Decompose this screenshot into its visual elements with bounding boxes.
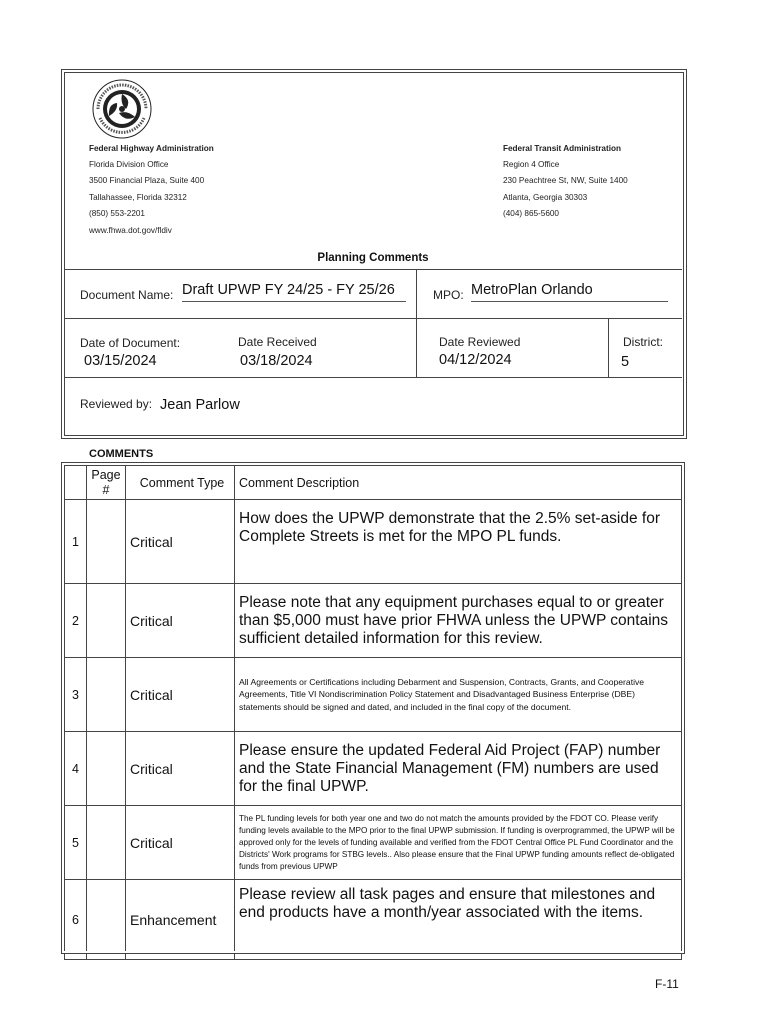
row-description[interactable]: How does the UPWP demonstrate that the 2.5% set-aside for Complete Streets is met for the MPO PL funds. <box>235 500 682 584</box>
row-number: 1 <box>65 500 87 584</box>
col-type-label: Comment Type <box>139 475 225 490</box>
table-row <box>65 806 682 880</box>
divider <box>64 269 682 270</box>
date-document-label: Date of Document: <box>80 336 181 350</box>
fta-address1: 230 Peachtree St, NW, Suite 1400 <box>503 176 628 185</box>
row-description[interactable]: Please ensure the updated Federal Aid Project (FAP) number and the State Financial Management (FM) numbers are used for the final UPWP. <box>235 732 682 806</box>
divider <box>64 377 682 378</box>
date-reviewed-field[interactable]: 04/12/2024 <box>439 352 512 368</box>
row-number: 2 <box>65 584 87 658</box>
row-type[interactable]: Critical <box>126 584 235 658</box>
row-page[interactable] <box>87 584 126 658</box>
divider <box>64 318 682 319</box>
mpo-field[interactable]: MetroPlan Orlando <box>471 282 668 302</box>
row-page[interactable] <box>87 732 126 806</box>
reviewed-by-label: Reviewed by: <box>80 397 153 411</box>
table-header-row <box>65 466 682 500</box>
row-type[interactable]: Critical <box>126 658 235 732</box>
col-page-header <box>87 466 126 500</box>
page-title: Planning Comments <box>317 252 429 264</box>
divider <box>416 318 417 377</box>
row-page[interactable] <box>87 806 126 880</box>
row-number: 4 <box>65 732 87 806</box>
divider <box>416 269 417 318</box>
fhwa-name: Federal Highway Administration <box>89 144 214 153</box>
col-number-header <box>65 466 87 500</box>
document-name-field[interactable]: Draft UPWP FY 24/25 - FY 25/26 <box>182 282 406 302</box>
row-type[interactable]: Critical <box>126 500 235 584</box>
row-page[interactable] <box>87 658 126 732</box>
district-label: District: <box>623 335 663 349</box>
page-number: F-11 <box>655 977 679 991</box>
reviewed-by-field[interactable]: Jean Parlow <box>160 397 240 413</box>
fta-office: Region 4 Office <box>503 160 560 169</box>
row-page[interactable] <box>87 500 126 584</box>
date-received-field[interactable]: 03/18/2024 <box>240 353 313 369</box>
col-desc-label: Comment Description <box>239 475 360 490</box>
mpo-label: MPO: <box>433 288 464 302</box>
fhwa-address1: 3500 Financial Plaza, Suite 400 <box>89 176 205 185</box>
row-description[interactable]: Please review all task pages and ensure that milestones and end products have a month/year associated with the items. <box>235 880 682 960</box>
col-type-header <box>126 466 235 500</box>
fhwa-office: Florida Division Office <box>89 160 169 169</box>
comments-table <box>64 465 682 960</box>
row-number: 6 <box>65 880 87 960</box>
dot-seal-logo <box>86 78 158 140</box>
row-description[interactable]: The PL funding levels for both year one and two do not match the amounts provided by the FDOT CO. Please verify funding levels available to the MPO prior to the final UPWP submission. If funding is overprogrammed, the UPWP will be approved only for the levels of funding available and verified from the FDOT Central Office PL Fund Coordinator and the Districts' Work programs for STBG levels.. Also please ensure that the Final UPWP funding amounts reflect de-obligated funds from previous UPWP <box>235 806 682 880</box>
date-received-label: Date Received <box>238 335 317 349</box>
row-number: 3 <box>65 658 87 732</box>
table-row <box>65 658 682 732</box>
divider <box>608 318 609 377</box>
date-reviewed-label: Date Reviewed <box>439 335 521 349</box>
col-page-label: Page # <box>91 467 121 497</box>
fhwa-web[interactable]: www.fhwa.dot.gov/fldiv <box>89 226 172 235</box>
col-desc-header <box>235 466 682 500</box>
table-row <box>65 584 682 658</box>
district-field[interactable]: 5 <box>621 354 630 370</box>
row-description[interactable]: All Agreements or Certifications including Debarment and Suspension, Contracts, Grants, and Cooperative Agreements, Title VI Nondiscrimination Policy Statement and Disadvantaged Business Enterprise (DBE) statements should be signed and dated, and included in the final copy of the document. <box>235 658 682 732</box>
row-type[interactable]: Critical <box>126 732 235 806</box>
fta-name: Federal Transit Administration <box>503 144 621 153</box>
fta-address2: Atlanta, Georgia 30303 <box>503 193 588 202</box>
fta-phone: (404) 865-5600 <box>503 209 559 218</box>
row-type[interactable]: Enhancement <box>126 880 235 960</box>
table-row <box>65 500 682 584</box>
row-page[interactable] <box>87 880 126 960</box>
table-row <box>65 732 682 806</box>
row-number: 5 <box>65 806 87 880</box>
fhwa-phone: (850) 553-2201 <box>89 209 145 218</box>
comments-heading: COMMENTS <box>89 448 154 460</box>
fhwa-address2: Tallahassee, Florida 32312 <box>89 193 187 202</box>
row-description[interactable]: Please note that any equipment purchases equal to or greater than $5,000 must have prior FHWA unless the UPWP contains sufficient detailed information for this review. <box>235 584 682 658</box>
row-type[interactable]: Critical <box>126 806 235 880</box>
table-row <box>65 880 682 960</box>
document-name-label: Document Name: <box>80 288 174 302</box>
date-document-field[interactable]: 03/15/2024 <box>84 353 157 369</box>
